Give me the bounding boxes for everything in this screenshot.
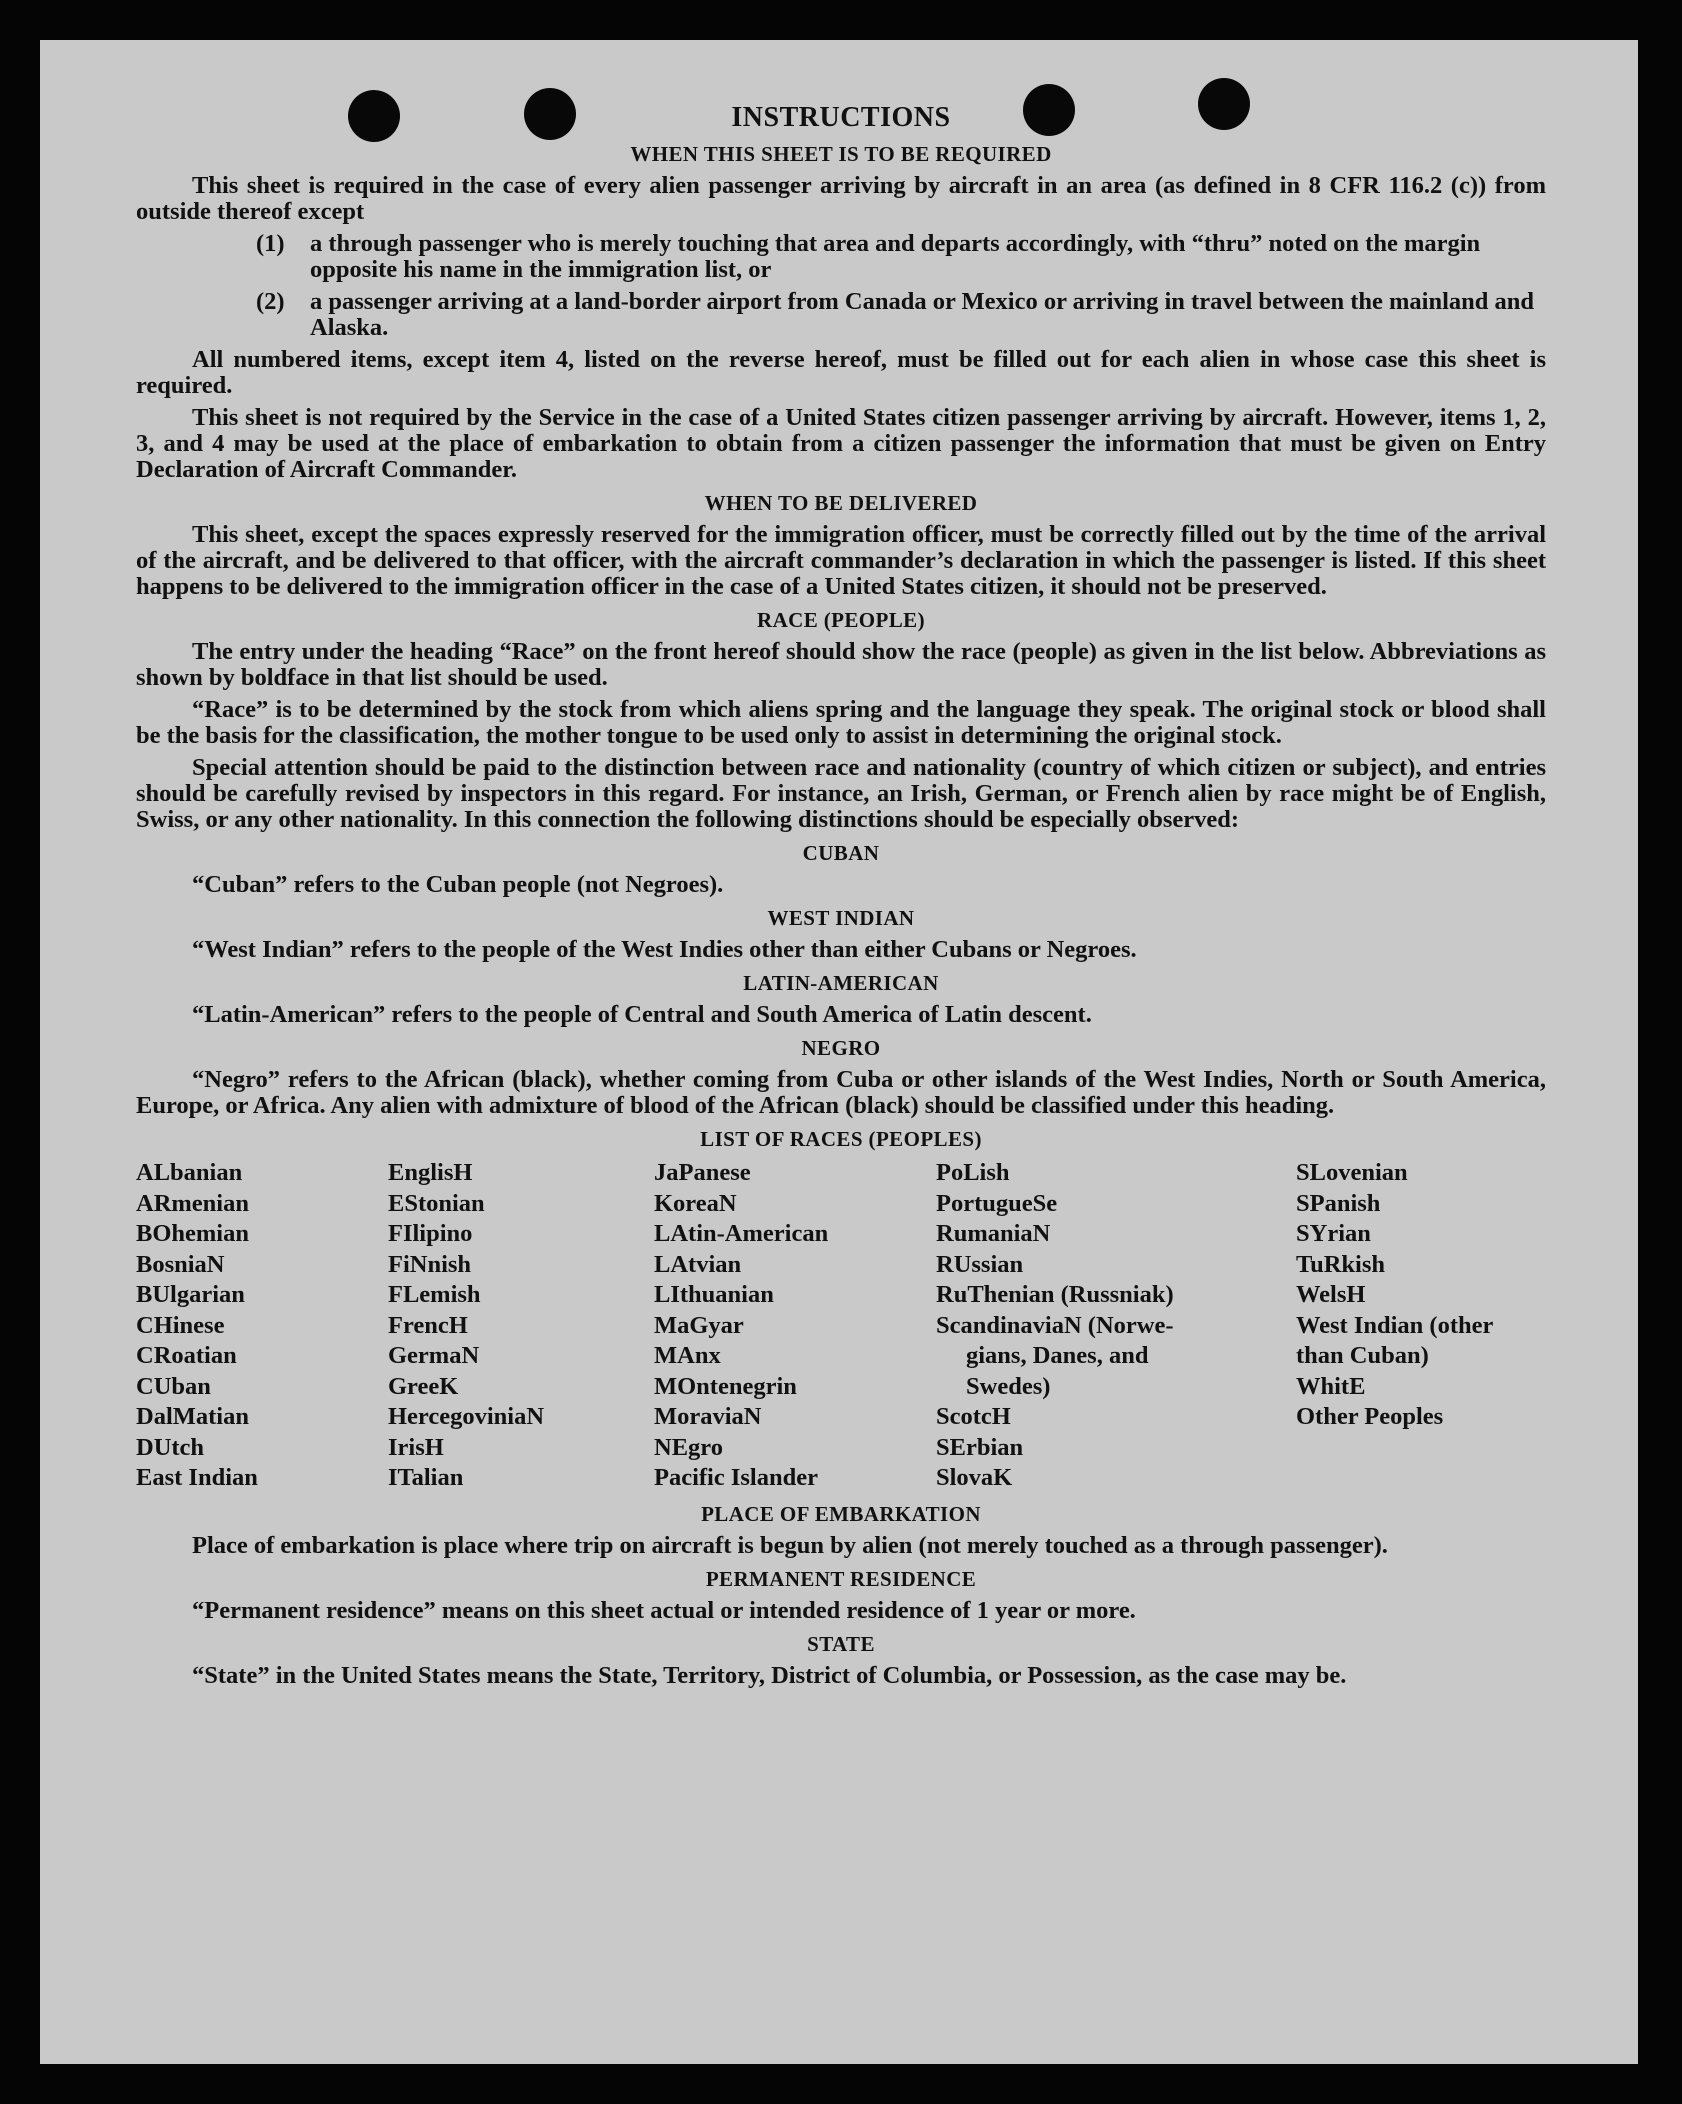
section-heading-when-required: WHEN THIS SHEET IS TO BE REQUIRED: [630, 142, 1052, 166]
race-entry: NEgro: [654, 1433, 723, 1461]
race-entry: SLovenian: [1296, 1159, 1408, 1186]
race-entry: ARmenian: [136, 1189, 249, 1217]
race-entry: IrisH: [388, 1433, 444, 1461]
race-entry: JaPanese: [654, 1159, 751, 1186]
races-list: [136, 1158, 1546, 1494]
race-entry: TuRkish: [1296, 1250, 1386, 1278]
paragraph-latin-american: “Latin-American” refers to the people of Central and South America of Latin descent.: [192, 1001, 1092, 1028]
section-heading-when-delivered: WHEN TO BE DELIVERED: [704, 491, 978, 515]
race-entry: SYrian: [1296, 1220, 1371, 1247]
race-entry: LAtvian: [654, 1250, 742, 1278]
exception-number: (1): [256, 230, 285, 257]
section-heading-state: STATE: [807, 1631, 875, 1656]
race-entry-continuation: gians, Danes, and: [966, 1342, 1149, 1369]
paragraph-race-nationality: Special attention should be paid to the distinction between race and nationality (country of which citizen or subject), and entries should be carefully revised by inspectors in this regard. For instance, an Irish, German, or French alien by race might be of English, Swiss, or any other nationality. In this connection the following distinctions should be especially observed:: [136, 754, 1546, 833]
race-entry: WhitE: [1296, 1372, 1366, 1400]
races-column-1: [136, 1158, 388, 1494]
race-entry: RumaniaN: [936, 1220, 1051, 1247]
paragraph-west-indian: “West Indian” refers to the people of the West Indies other than either Cubans or Negroes.: [192, 936, 1137, 963]
race-entry: BosniaN: [136, 1250, 225, 1278]
race-entry: WelsH: [1296, 1281, 1366, 1308]
races-column-2: [388, 1158, 654, 1494]
paragraph-race-entry: The entry under the heading “Race” on the front hereof should show the race (people) as given in the list below. Abbreviations as shown by boldface in that list should be used.: [136, 638, 1546, 691]
page-title: INSTRUCTIONS: [731, 102, 951, 133]
paragraph-residence: “Permanent residence” means on this sheet actual or intended residence of 1 year or more.: [192, 1596, 1136, 1624]
paragraph-negro: “Negro” refers to the African (black), whether coming from Cuba or other islands of the West Indies, North or South America, Europe, or Africa. Any alien with admixture of blood of the African (black) should be classified under this heading.: [136, 1066, 1546, 1119]
paragraph-embarkation: Place of embarkation is place where trip on aircraft is begun by alien (not merely touched as a through passenger).: [192, 1531, 1388, 1559]
paragraph-cuban: “Cuban” refers to the Cuban people (not Negroes).: [192, 871, 724, 898]
race-entry: ScandinaviaN (Norwe-: [936, 1311, 1174, 1339]
race-entry: SlovaK: [936, 1464, 1013, 1491]
paragraph-requirement: This sheet is required in the case of every alien passenger arriving by aircraft in an area (as defined in 8 CFR 116.2 (c)) from outside thereof except: [136, 172, 1546, 225]
race-entry: West Indian (other: [1296, 1311, 1494, 1339]
race-entry: ScotcH: [936, 1403, 1011, 1430]
race-entry: LIthuanian: [654, 1281, 774, 1308]
race-entry: PoLish: [936, 1159, 1010, 1186]
document-sheet: [40, 40, 1638, 2064]
races-column-5: [1296, 1158, 1546, 1494]
race-entry-continuation: Swedes): [966, 1372, 1051, 1400]
race-entry: KoreaN: [654, 1189, 737, 1217]
race-entry: LAtin-American: [654, 1220, 829, 1247]
race-entry: Pacific Islander: [654, 1464, 818, 1491]
race-entry: PortugueSe: [936, 1189, 1058, 1217]
race-entry: FIlipino: [388, 1220, 473, 1247]
race-entry: MoraviaN: [654, 1403, 762, 1430]
race-entry: SErbian: [936, 1433, 1024, 1461]
race-entry: GreeK: [388, 1372, 459, 1400]
race-entry: RUssian: [936, 1250, 1024, 1278]
race-entry: FiNnish: [388, 1250, 472, 1278]
paragraph-numbered-items: All numbered items, except item 4, listed on the reverse hereof, must be filled out for each alien in whose case this sheet is required.: [136, 346, 1546, 399]
section-heading-latin-american: LATIN-AMERICAN: [743, 971, 939, 995]
section-heading-west-indian: WEST INDIAN: [767, 906, 915, 930]
race-entry: DUtch: [136, 1433, 205, 1461]
exception-text: a through passenger who is merely touching that area and departs accordingly, with “thru” noted on the margin opposite his name in the immigration list, or: [310, 230, 1481, 283]
race-entry: RuThenian (Russniak): [936, 1281, 1174, 1308]
race-entry: DalMatian: [136, 1403, 249, 1430]
race-entry: East Indian: [136, 1464, 258, 1491]
races-column-3: [654, 1158, 936, 1494]
race-entry: CRoatian: [136, 1342, 237, 1369]
section-heading-cuban: CUBAN: [802, 841, 880, 865]
exception-text: a passenger arriving at a land-border airport from Canada or Mexico or arriving in travel between the mainland and Alaska.: [310, 288, 1535, 341]
race-entry: FrencH: [388, 1311, 468, 1339]
race-entry: CUban: [136, 1372, 211, 1400]
instructions-content: [136, 102, 1546, 1695]
race-entry: SPanish: [1296, 1189, 1381, 1217]
race-entry: EnglisH: [388, 1159, 473, 1186]
section-heading-list-of-races: LIST OF RACES (PEOPLES): [700, 1127, 982, 1151]
section-heading-embarkation: PLACE OF EMBARKATION: [701, 1501, 981, 1526]
race-entry: CHinese: [136, 1311, 225, 1339]
races-column-4: [936, 1158, 1296, 1494]
race-entry: MaGyar: [654, 1311, 744, 1339]
race-entry: Other Peoples: [1296, 1403, 1444, 1430]
race-entry: FLemish: [388, 1281, 481, 1308]
race-entry: MAnx: [654, 1342, 721, 1369]
paragraph-state: “State” in the United States means the State, Territory, District of Columbia, or Possession, as the case may be.: [192, 1661, 1347, 1689]
exception-number: (2): [256, 288, 285, 315]
section-heading-residence: PERMANENT RESIDENCE: [705, 1566, 977, 1591]
paragraph-citizen: This sheet is not required by the Service in the case of a United States citizen passenger arriving by aircraft. However, items 1, 2, 3, and 4 may be used at the place of embarkation to obtain from a citizen passenger the information that must be given on Entry Declaration of Aircraft Commander.: [136, 404, 1546, 483]
race-entry: ITalian: [388, 1464, 464, 1491]
race-entry: HercegoviniaN: [388, 1403, 545, 1430]
exception-item-2: [136, 289, 1546, 341]
paragraph-delivery: This sheet, except the spaces expressly reserved for the immigration officer, must be correctly filled out by the time of the arrival of the aircraft, and be delivered to that officer, with the aircraft commander’s declaration in which the passenger is listed. If this sheet happens to be delivered to the immigration officer in the case of a United States citizen, it should not be preserved.: [136, 521, 1546, 600]
paragraph-race-definition: “Race” is to be determined by the stock from which aliens spring and the language they speak. The original stock or blood shall be the basis for the classification, the mother tongue to be used only to assist in determining the original stock.: [136, 696, 1546, 749]
race-entry: MOntenegrin: [654, 1372, 797, 1400]
race-entry-continuation: than Cuban): [1296, 1342, 1429, 1369]
race-entry: EStonian: [388, 1189, 485, 1217]
race-entry: GermaN: [388, 1342, 480, 1369]
exception-item-1: [136, 231, 1546, 283]
race-entry: BUlgarian: [136, 1281, 245, 1308]
section-heading-race: RACE (PEOPLE): [757, 608, 925, 632]
race-entry: ALbanian: [136, 1159, 243, 1186]
section-heading-negro: NEGRO: [801, 1036, 881, 1060]
race-entry: BOhemian: [136, 1220, 249, 1247]
